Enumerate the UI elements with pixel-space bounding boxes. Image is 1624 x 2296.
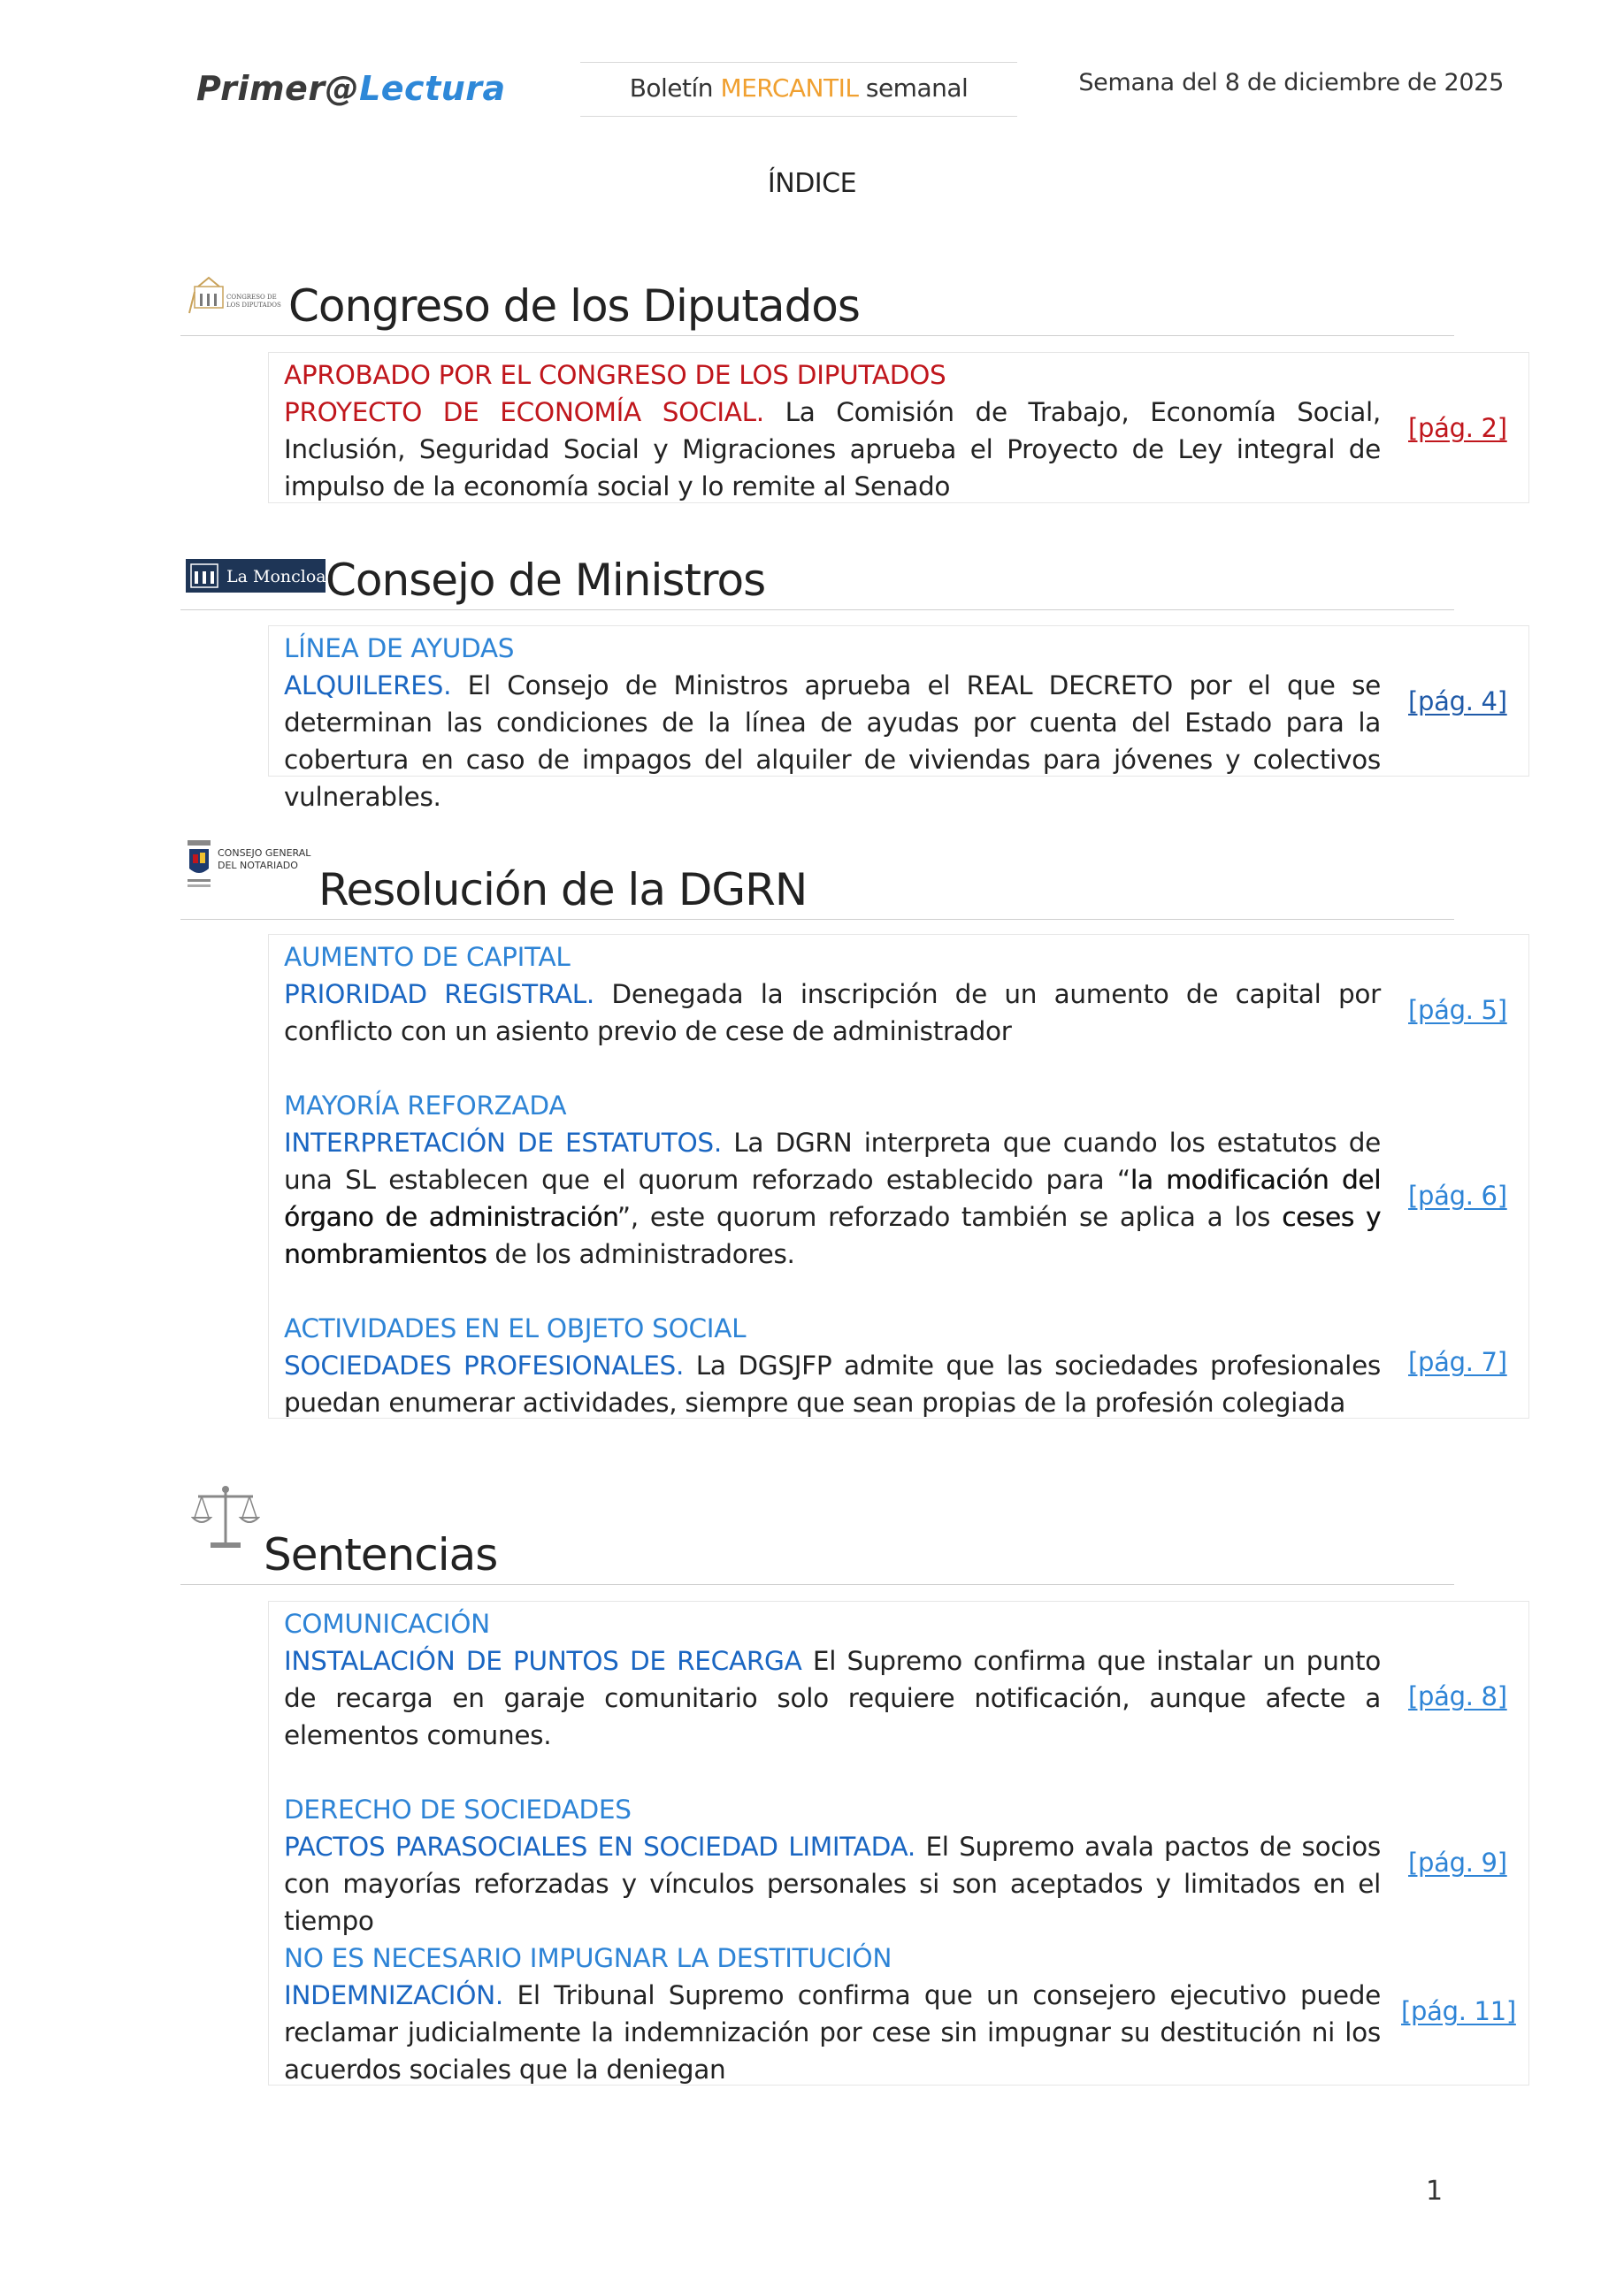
entry-category: AUMENTO DE CAPITAL	[284, 942, 571, 972]
page-number: 1	[1426, 2176, 1444, 2207]
index-title: ÍNDICE	[767, 168, 857, 199]
entry-category: ACTIVIDADES EN EL OBJETO SOCIAL	[284, 1313, 747, 1343]
section-heading-sentencias	[180, 1504, 1454, 1585]
page-link[interactable]: [pág. 6]	[1408, 1181, 1507, 1211]
section-heading-consejo	[180, 541, 1454, 610]
section-title: Congreso de los Diputados	[288, 280, 860, 332]
entry-title: INDEMNIZACIÓN.	[284, 1980, 503, 2010]
brand-logo	[196, 69, 506, 108]
page-link[interactable]: [pág. 4]	[1408, 686, 1507, 716]
entry-title: INTERPRETACIÓN DE ESTATUTOS.	[284, 1128, 722, 1158]
entry-text: El Tribunal Supremo confirma que un consejero ejecutivo puede reclamar judicialmente la indemnización por cese sin impugnar su destitución ni los acuerdos sociales que la deniegan	[284, 1980, 1381, 2085]
entry-text: El Supremo confirma que instalar un punto de recarga en garaje comunitario solo requiere notificación, aunque afecte a elementos comunes.	[284, 1646, 1382, 1750]
page-link[interactable]: [pág. 8]	[1408, 1681, 1507, 1711]
brand-part2: Lectura	[359, 69, 506, 108]
section-title: Sentencias	[264, 1529, 498, 1580]
entry	[284, 1791, 1381, 1940]
week-date: Semana del 8 de diciembre de 2025	[1078, 69, 1504, 96]
entry-text: La Comisión de Trabajo, Economía Social, Inclusión, Seguridad Social y Migraciones aprueba el Proyecto de Ley integral de impulso de la economía social y lo remite al Senado	[284, 397, 1381, 501]
entry-box-consejo	[268, 625, 1529, 812]
entry-title: SOCIEDADES PROFESIONALES.	[284, 1351, 685, 1381]
entry-title: ALQUILERES.	[284, 670, 452, 700]
entry-category: NO ES NECESARIO IMPUGNAR LA DESTITUCIÓN	[284, 1943, 892, 1973]
section-heading-dgrn	[180, 838, 1454, 920]
entry-category: APROBADO POR EL CONGRESO DE LOS DIPUTADOS	[284, 360, 946, 390]
entry: MAYORÍA REFORZADA INTERPRETACIÓN DE ESTATUTOS. La DGRN interpreta que cuando los estatutos de una SL establecen que el quorum reforzado establecido para “la modificación del órgano de administración”, este quorum reforzado también se aplica a los ceses y nombramientos de los administradores.	[284, 1087, 1381, 1273]
section-title: Consejo de Ministros	[326, 555, 766, 606]
entry-text: Denegada la inscripción de un aumento de capital por conflicto con un asiento previo de cese de administrador	[284, 979, 1381, 1046]
notariado-logo-text-2: DEL NOTARIADO	[218, 860, 298, 871]
bulletin-title: Boletín MERCANTIL semanal	[580, 62, 1017, 117]
entry-category: MAYORÍA REFORZADA	[284, 1091, 567, 1121]
entry-box-sentencias	[268, 1601, 1529, 2086]
entry-category: COMUNICACIÓN	[284, 1609, 490, 1639]
page-link[interactable]: [pág. 2]	[1408, 413, 1507, 443]
entry	[284, 1310, 1381, 1421]
section-title: Resolución de la DGRN	[318, 864, 808, 915]
entry	[284, 1605, 1381, 1754]
page-link[interactable]: [pág. 7]	[1408, 1347, 1507, 1377]
entry	[284, 1940, 1381, 2088]
entry-bold: la modificación del órgano de administración	[284, 1165, 1381, 1232]
entry	[284, 630, 1381, 815]
svg-text:LOS DIPUTADOS: LOS DIPUTADOS	[226, 302, 281, 309]
entry	[284, 356, 1381, 505]
entry-box-congreso	[268, 352, 1529, 503]
entry-text: La DGSJFP admite que las sociedades profesionales puedan enumerar actividades, siempre que sean propias de la profesión colegiada	[284, 1351, 1381, 1418]
svg-text:CONGRESO DE: CONGRESO DE	[226, 294, 277, 301]
entry-category: DERECHO DE SOCIEDADES	[284, 1795, 632, 1825]
entry-category: LÍNEA DE AYUDAS	[284, 633, 515, 663]
bulletin-highlight: MERCANTIL	[720, 73, 859, 103]
section-heading-congreso	[180, 265, 1454, 336]
entry-text: El Supremo avala pactos de socios con mayorías reforzadas y vínculos personales si son aceptados y limitados en el tiempo	[284, 1832, 1381, 1936]
entry-title: PROYECTO DE ECONOMÍA SOCIAL.	[284, 397, 764, 427]
moncloa-logo-text: La Moncloa	[226, 567, 326, 586]
entry-text: El Consejo de Ministros aprueba el REAL DECRETO por el que se determinan las condiciones de la línea de ayudas por cuenta del Estado para la cobertura en caso de impagos del alquiler de viviendas para jóvenes y colectivos vulnerables.	[284, 670, 1381, 812]
entry-bold: ceses y nombramientos	[284, 1202, 1381, 1269]
brand-part1: Primer@	[196, 69, 360, 108]
entry-title: INSTALACIÓN DE PUNTOS DE RECARGA	[284, 1646, 802, 1676]
entry-title: PRIORIDAD REGISTRAL.	[284, 979, 594, 1009]
page-link[interactable]: [pág. 5]	[1408, 995, 1507, 1025]
page-link[interactable]: [pág. 9]	[1408, 1848, 1507, 1878]
notariado-logo-text-1: CONSEJO GENERAL	[218, 847, 311, 859]
page-link[interactable]: [pág. 11]	[1401, 1996, 1516, 2026]
entry-box-dgrn	[268, 934, 1529, 1419]
entry-title: PACTOS PARASOCIALES EN SOCIEDAD LIMITADA.	[284, 1832, 915, 1862]
entry	[284, 938, 1381, 1050]
